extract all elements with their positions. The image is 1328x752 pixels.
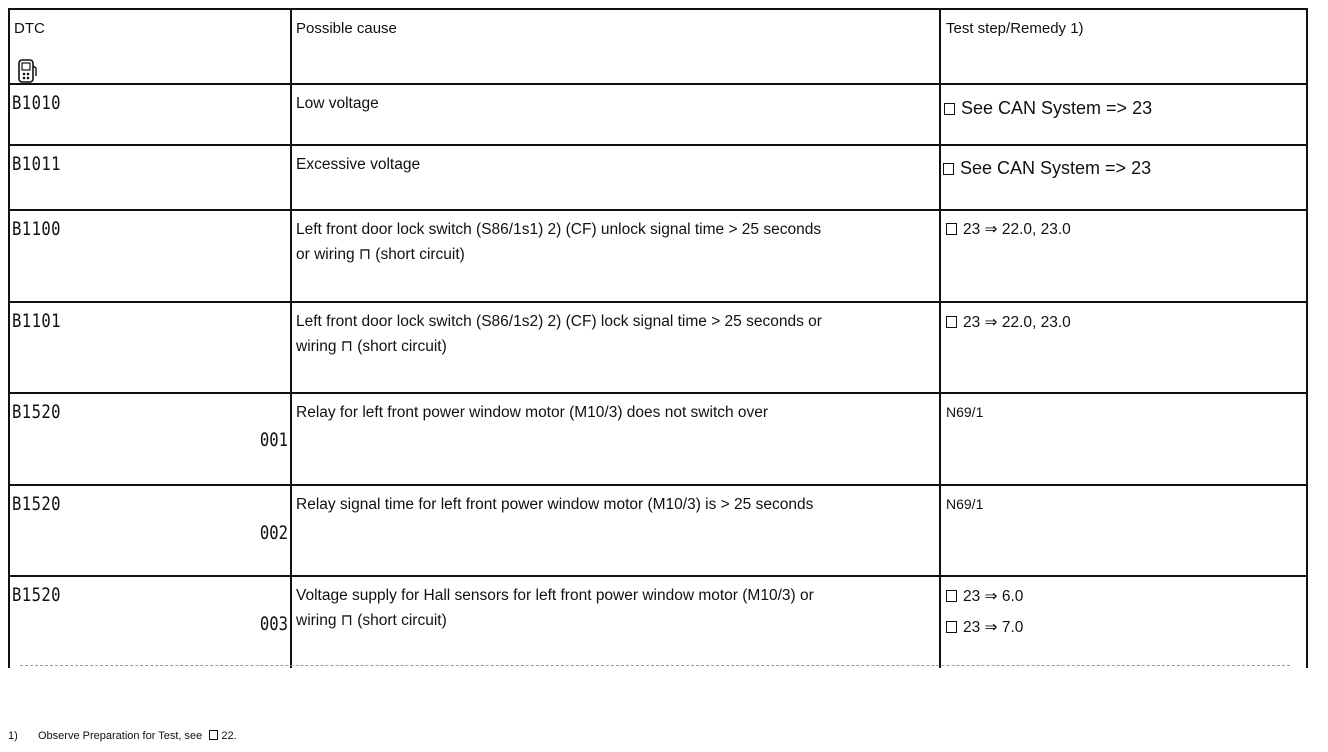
grid-line (1306, 8, 1308, 668)
remedy-text (943, 156, 1151, 181)
dtc-code: B1520 (12, 401, 61, 423)
grid-line (8, 301, 1308, 303)
remedy-link[interactable]: See CAN System => 23 (961, 98, 1153, 118)
cause-text: Excessive voltage (296, 156, 421, 173)
remedy-text (946, 584, 1023, 640)
cause-text (296, 217, 821, 267)
grid-line (8, 144, 1308, 146)
remedy-link[interactable]: See CAN System => 23 (960, 158, 1152, 178)
remedy-link[interactable]: 23 ⇒ 6.0 (963, 588, 1024, 605)
remedy-link[interactable]: 23 ⇒ 22.0, 23.0 (963, 314, 1071, 331)
document-box-icon (943, 163, 954, 175)
header-possible-cause: Possible cause (296, 20, 397, 37)
grid-line (939, 8, 941, 668)
remedy-text (944, 96, 1152, 121)
footnote-number: 1) (8, 730, 18, 742)
dtc-code: B1010 (12, 92, 61, 114)
footnote-ref[interactable]: 22. (221, 730, 237, 742)
cause-line: Voltage supply for Hall sensors for left front power window motor (M10/3) or (296, 587, 814, 604)
dtc-code: B1100 (12, 218, 61, 240)
cause-line: wiring ⊓ (short circuit) (296, 338, 447, 355)
dtc-subcode: 001 (259, 429, 288, 451)
grid-line (8, 8, 1308, 10)
document-box-icon (946, 621, 957, 633)
cause-text (296, 583, 814, 633)
grid-line (8, 209, 1308, 211)
remedy-text: N69/1 (946, 496, 984, 512)
footnote-text: Observe Preparation for Test, see (38, 730, 203, 742)
dtc-subcode: 003 (259, 613, 288, 635)
grid-line (8, 83, 1308, 85)
grid-line (8, 392, 1308, 394)
document-box-icon (946, 316, 957, 328)
cause-line: or wiring ⊓ (short circuit) (296, 246, 465, 263)
document-box-icon (946, 590, 957, 602)
grid-line (290, 8, 292, 668)
document-box-icon (944, 103, 955, 115)
cause-text: Low voltage (296, 95, 379, 112)
diagnosis-tester-icon (16, 58, 38, 86)
cause-line: Left front door lock switch (S86/1s2) 2) (CF) lock signal time > 25 seconds or (296, 313, 822, 330)
remedy-text: N69/1 (946, 404, 984, 420)
dtc-code: B1520 (12, 584, 61, 606)
remedy-text (946, 310, 1071, 335)
grid-line (8, 575, 1308, 577)
grid-line (8, 484, 1308, 486)
cause-line: Left front door lock switch (S86/1s1) 2) (CF) unlock signal time > 25 seconds (296, 221, 822, 238)
grid-line (8, 8, 10, 668)
remedy-link[interactable]: 23 ⇒ 7.0 (963, 619, 1024, 636)
dtc-table (8, 8, 1308, 668)
cause-line: wiring ⊓ (short circuit) (296, 612, 447, 629)
cause-text: Relay for left front power window motor (M10/3) does not switch over (296, 404, 769, 421)
header-dtc: DTC (14, 20, 45, 37)
dtc-code: B1011 (12, 153, 61, 175)
footnote (8, 730, 237, 742)
remedy-link[interactable]: 23 ⇒ 22.0, 23.0 (963, 221, 1071, 238)
cause-text: Relay signal time for left front power window motor (M10/3) is > 25 seconds (296, 496, 814, 513)
table-bottom-dashes (20, 665, 1290, 667)
header-test-step: Test step/Remedy 1) (946, 20, 1084, 37)
remedy-text (946, 217, 1071, 242)
cause-text (296, 309, 822, 359)
dtc-code: B1520 (12, 493, 61, 515)
document-box-icon (946, 223, 957, 235)
dtc-code: B1101 (12, 310, 61, 332)
dtc-subcode: 002 (259, 522, 288, 544)
document-box-icon (209, 730, 218, 740)
